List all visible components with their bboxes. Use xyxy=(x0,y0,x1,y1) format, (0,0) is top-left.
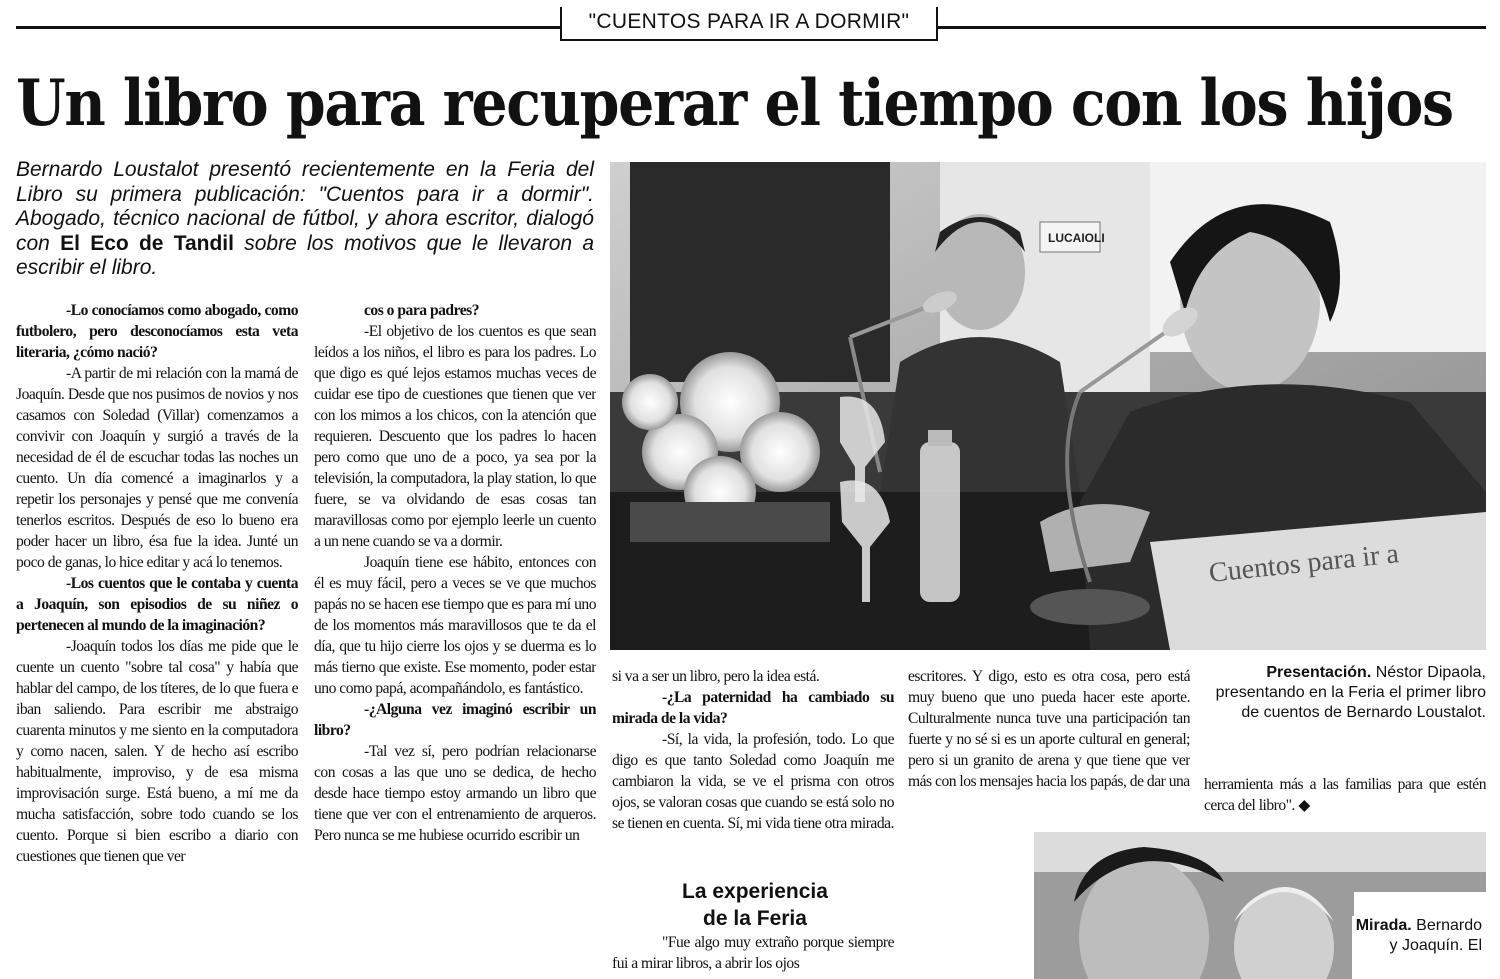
caption-label: Presentación. xyxy=(1266,664,1372,681)
svg-text:Cuentos para ir a: Cuentos para ir a xyxy=(1207,538,1401,589)
subhead-line-2: de la Feria xyxy=(703,907,807,930)
main-photo xyxy=(610,162,1486,650)
interview-question: -Los cuentos que le contaba y cuenta a Joaquín, son episodios de su niñez o pertenecen al mundo de la imaginación? xyxy=(16,575,298,634)
interview-question: -¿Alguna vez imaginó escribir un libro? xyxy=(314,701,596,739)
column-5 xyxy=(1204,774,1486,824)
interview-answer: -A partir de mi relación con la mamá de Joaquín. Desde que nos pusimos de novios y nos casamos con Soledad (Villar) comenzamos a convivir con Joaquín y surgió a través de la necesidad de él de escuchar todas las noches un cuento. Un día comencé a imaginarlos y a repetir los personajes y pensé que me convenía tenerlos escritos. Después de eso lo bueno era poder hacer un libro, ésa fue la idea. Junté un poco de ganas, lo hice editar y acá lo tenemos. xyxy=(16,365,298,571)
sign-logo: LUCAIOLI xyxy=(1048,231,1105,245)
kicker-rule-left xyxy=(16,26,564,29)
interview-answer: -Sí, la vida, la profesión, todo. Lo que digo es que tanto Soledad como Joaquín me cambiaron la vida, se ve el prisma con otros ojos, se valoran cosas que cuando se está solo no se tienen en cuenta. Sí, mi vida tiene otra mirada. xyxy=(612,731,894,832)
second-caption-label: Mirada. xyxy=(1355,917,1412,934)
interview-answer: Joaquín tiene ese hábito, entonces con él es muy fácil, pero a veces se ve que muchos papás no se hacen ese tiempo que es para mí uno de los momentos más maravillosos que te da el día, que tu hijo cierre los ojos y se duerma es lo más tierno que existe. Ese momento, poder estar uno como papá, acompañándolo, es fantástico. xyxy=(314,554,596,697)
subhead-line-1: La experiencia xyxy=(682,880,828,903)
second-caption-text: Bernardo y Joaquín. El xyxy=(1389,917,1482,954)
column-3-continued xyxy=(612,932,894,979)
second-photo-caption-text xyxy=(1352,916,1486,979)
caption-text: Néstor Dipaola, presentando en la Feria el primer libro de cuentos de Bernardo Loustalot. xyxy=(1215,664,1486,721)
section-kicker-bar xyxy=(0,0,1500,44)
column-2 xyxy=(314,300,596,979)
column-4 xyxy=(908,666,1190,826)
interview-answer: -El objetivo de los cuentos es que sean leídos a los niños, el libro es para los padres. Lo que digo es qué lejos estamos muchas veces de cuidar ese tipo de cuestiones que tienen que ver con los mimos a los chicos, con la atención que requieren. Descuento que los padres lo hacen pero como que uno de a poco, ya sea por la televisión, la computadora, la play station, lo que fuere, se va olvidando de esas cosas tan maravillosas como por ejemplo leerle un cuento a un nene cuando se va a dormir. xyxy=(314,323,596,550)
newspaper-name: El Eco de Tandil xyxy=(60,231,234,255)
photo-caption xyxy=(1204,663,1486,723)
subhead xyxy=(640,878,870,932)
interview-answer: -Tal vez sí, pero podrían relacionarse con cosas a las que uno se dedica, de hecho desde hace tiempo estoy armando un libro que tiene que ver con el entrenamiento de arqueros. Pero nunca se me hubiese ocurrido escribir un xyxy=(314,743,596,844)
interview-answer: escritores. Y digo, esto es otra cosa, pero está muy bueno que uno pueda hacer este aporte. Culturalmente nunca tuve una participación tan fuerte y no sé si es un aporte cultural en general; pero si un granito de arena y que tiene que ver más con los mensajes hacia los papás, de dar una xyxy=(908,668,1190,790)
interview-answer: herramienta más a las familias para que estén cerca del libro". ◆ xyxy=(1204,776,1486,814)
interview-question: -Lo conocíamos como abogado, como futbolero, pero desconocíamos esta veta literaria, ¿cómo nació? xyxy=(16,302,298,361)
interview-answer: "Fue algo muy extraño porque siempre fui a mirar libros, a abrir los ojos xyxy=(612,934,894,972)
interview-answer: si va a ser un libro, pero la idea está. xyxy=(612,668,820,685)
interview-question: cos o para padres? xyxy=(364,302,480,319)
column-1 xyxy=(16,300,298,979)
section-kicker: "CUENTOS PARA IR A DORMIR" xyxy=(560,7,938,41)
lead-text-before: Bernardo Loustalot presentó recientemente en la Feria del Libro su primera publicación: "Cuentos para ir a dormir". Abogado, técnico nacional de fútbol, y ahora escritor, dialogó con xyxy=(16,158,594,255)
interview-question: -¿La paternidad ha cambiado su mirada de la vida? xyxy=(612,689,894,727)
kicker-rule-right xyxy=(934,26,1486,29)
interview-answer: -Joaquín todos los días me pide que le cuente un cuento "sobre tal cosa" y había que hablar del campo, de los títeres, de lo que fuera e iban saliendo. Para escribir me abstraigo cuarenta minutos y me siento en la computadora y como nacen, salen. Y de hecho así escribo habitualmente, improviso, y de esa misma improvisación surge. Está bueno, a mí me da mucha satisfacción, sobre todo cuando se los cuento. Porque si bien escribo a diario con cuestiones que tienen que ver xyxy=(16,638,298,865)
lead-text-after: sobre los motivos que le llevaron a escribir el libro. xyxy=(16,231,595,279)
headline: Un libro para recuperar el tiempo con los hijos xyxy=(16,66,1453,141)
main-photo-art xyxy=(610,162,1486,650)
lead-paragraph xyxy=(16,158,594,281)
column-3 xyxy=(612,666,894,876)
